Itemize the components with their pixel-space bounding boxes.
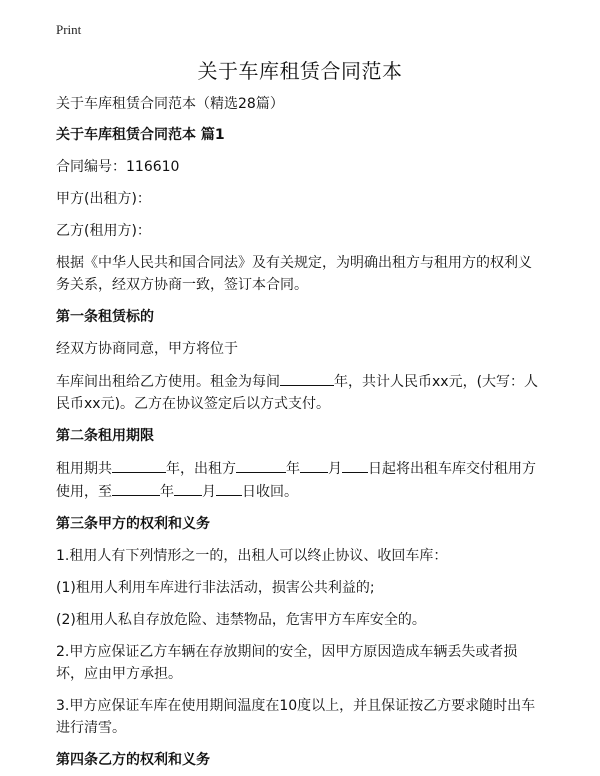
party-b-line: 乙方(租用方)：: [56, 223, 151, 239]
text-segment: 租用期共: [56, 461, 112, 477]
party-a-line: 甲方(出租方)：: [56, 191, 151, 207]
article-3-item: 1.租用人有下列情形之一的，出租人可以终止协议、收回车库：: [56, 548, 448, 564]
document-title: 关于车库租赁合同范本: [197, 59, 403, 83]
fill-blank: [300, 457, 328, 473]
text-segment: 月: [202, 484, 216, 500]
text-segment: 日起将出租车库交付租用方使用，至: [56, 461, 536, 500]
text-segment: 年: [286, 461, 300, 477]
text-segment: 月: [328, 461, 342, 477]
intro-paragraph: 根据《中华人民共和国合同法》及有关规定，为明确出租方与租用方的权利义务关系，经双方协商一致，签订本合同。: [56, 255, 532, 293]
fill-blank: [342, 457, 368, 473]
article-4-title: 第四条乙方的权利和义务: [56, 752, 210, 768]
document-subtitle: 关于车库租赁合同范本（精选28篇）: [56, 96, 284, 112]
document-body: [56, 90, 542, 771]
print-link[interactable]: Print: [56, 22, 82, 37]
fill-blank: [236, 457, 286, 473]
article-2-paragraph-1: [56, 457, 542, 503]
fill-blank: [280, 370, 334, 386]
article-3-item: 2.甲方应保证乙方车辆在存放期间的安全，因甲方原因造成车辆丢失或者损坏，应由甲方承担。: [56, 644, 518, 682]
text-segment: 年，出租方: [166, 461, 236, 477]
article-1-title: 第一条租赁标的: [56, 309, 154, 325]
article-1-paragraph-2: [56, 370, 542, 415]
article-3-title: 第三条甲方的权利和义务: [56, 516, 210, 532]
article-1-paragraph-1: 经双方协商同意，甲方将位于: [56, 341, 238, 357]
fill-blank: [216, 480, 242, 496]
contract-number: 合同编号：116610: [56, 159, 180, 175]
article-3-item: (1)租用人利用车库进行非法活动，损害公共利益的;: [56, 580, 375, 596]
fill-blank: [112, 480, 160, 496]
article-3-item: (2)租用人私自存放危险、违禁物品，危害甲方车库安全的。: [56, 612, 426, 628]
article-3-item: 3.甲方应保证车库在使用期间温度在10度以上，并且保证按乙方要求随时出车进行清雪。: [56, 698, 536, 736]
article-2-title: 第二条租用期限: [56, 428, 154, 444]
text-segment: 日收回。: [242, 484, 298, 500]
fill-blank: [112, 457, 166, 473]
section-title: 关于车库租赁合同范本 篇1: [56, 127, 225, 143]
fill-blank: [174, 480, 202, 496]
text-segment: 年: [160, 484, 174, 500]
text-segment: 车库间出租给乙方使用。租金为每间: [56, 374, 280, 390]
text-segment: 年，共计人民币xx元，(大写：人民币xx元)。乙方在协议签定后以方式支付。: [56, 374, 539, 412]
